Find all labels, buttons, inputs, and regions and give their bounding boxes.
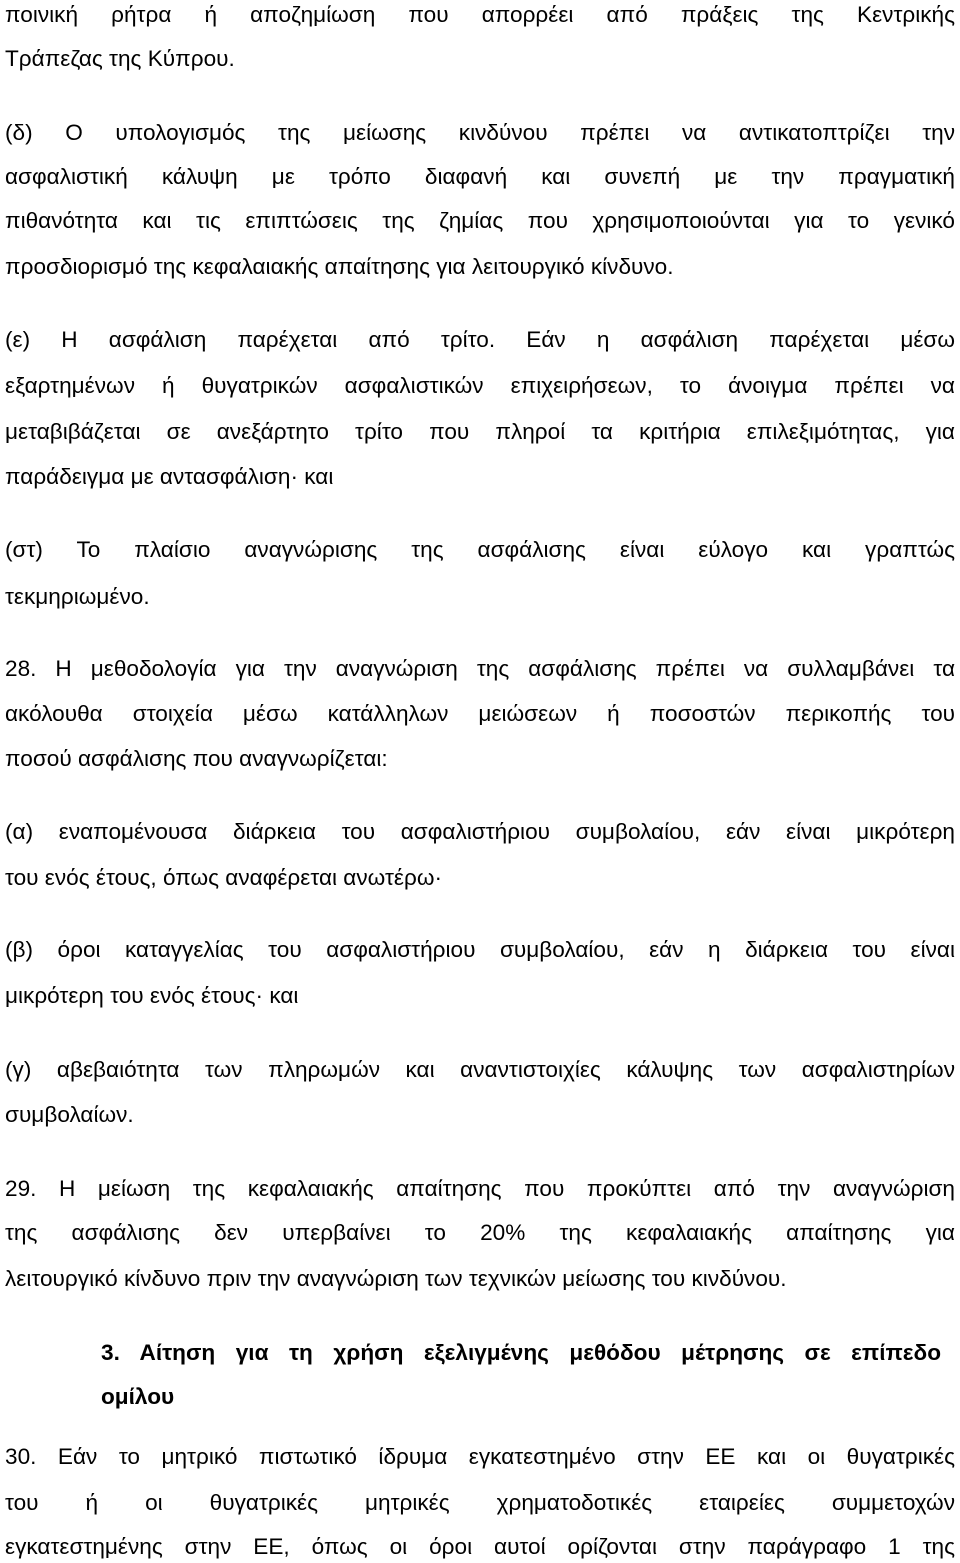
para-27e-line-2: εξαρτημένων ή θυγατρικών ασφαλιστικών επιχειρήσεων, το άνοιγμα πρέπει να: [5, 373, 955, 398]
para-27c-line-2: Τράπεζας της Κύπρου.: [5, 46, 235, 71]
para-30-line-3: εγκατεστημένης στην ΕΕ, όπως οι όροι αυτοί ορίζονται στην παράγραφο 1 της: [5, 1534, 955, 1559]
para-28c-line-2: συμβολαίων.: [5, 1102, 134, 1127]
para-27d-line-1: (δ) Ο υπολογισμός της μείωσης κινδύνου πρέπει να αντικατοπτρίζει την: [5, 120, 955, 145]
para-27e-line-4: παράδειγμα με αντασφάλιση· και: [5, 464, 334, 489]
para-27d-line-4: προσδιορισμό της κεφαλαιακής απαίτησης για λειτουργικό κίνδυνο.: [5, 254, 674, 279]
section-heading-line-1: 3. Αίτηση για τη χρήση εξελιγμένης μεθόδου μέτρησης σε επίπεδο: [101, 1340, 941, 1365]
para-28-line-1: 28. Η μεθοδολογία για την αναγνώριση της ασφάλισης πρέπει να συλλαμβάνει τα: [5, 656, 955, 681]
para-27c-line-1: ποινική ρήτρα ή αποζημίωση που απορρέει από πράξεις της Κεντρικής: [5, 2, 955, 27]
para-28-line-3: ποσού ασφάλισης που αναγνωρίζεται:: [5, 746, 388, 771]
para-27d-line-3: πιθανότητα και τις επιπτώσεις της ζημίας που χρησιμοποιούνται για το γενικό: [5, 208, 955, 233]
section-heading-line-2: ομίλου: [101, 1384, 175, 1409]
para-27d-line-2: ασφαλιστική κάλυψη με τρόπο διαφανή και συνεπή με την πραγματική: [5, 164, 955, 189]
para-28-line-2: ακόλουθα στοιχεία μέσω κατάλληλων μειώσεων ή ποσοστών περικοπής του: [5, 701, 955, 726]
para-29-line-1: 29. Η μείωση της κεφαλαιακής απαίτησης που προκύπτει από την αναγνώριση: [5, 1176, 955, 1201]
para-29-line-2: της ασφάλισης δεν υπερβαίνει το 20% της κεφαλαιακής απαίτησης για: [5, 1220, 955, 1245]
para-28b-line-2: μικρότερη του ενός έτους· και: [5, 983, 299, 1008]
para-28a-line-2: του ενός έτους, όπως αναφέρεται ανωτέρω·: [5, 865, 442, 890]
para-27f-line-2: τεκμηριωμένο.: [5, 584, 150, 609]
para-27f-line-1: (στ) Το πλαίσιο αναγνώρισης της ασφάλισης είναι εύλογο και γραπτώς: [5, 537, 955, 562]
para-27e-line-1: (ε) Η ασφάλιση παρέχεται από τρίτο. Εάν η ασφάλιση παρέχεται μέσω: [5, 327, 955, 352]
para-28c-line-1: (γ) αβεβαιότητα των πληρωμών και αναντιστοιχίες κάλυψης των ασφαλιστηρίων: [5, 1057, 955, 1082]
para-29-line-3: λειτουργικό κίνδυνο πριν την αναγνώριση των τεχνικών μείωσης του κινδύνου.: [5, 1266, 787, 1291]
para-27e-line-3: μεταβιβάζεται σε ανεξάρτητο τρίτο που πληροί τα κριτήρια επιλεξιμότητας, για: [5, 419, 955, 444]
para-30-line-1: 30. Εάν το μητρικό πιστωτικό ίδρυμα εγκατεστημένο στην ΕΕ και οι θυγατρικές: [5, 1444, 955, 1469]
para-30-line-2: του ή οι θυγατρικές μητρικές χρηματοδοτικές εταιρείες συμμετοχών: [5, 1490, 955, 1515]
para-28a-line-1: (α) εναπομένουσα διάρκεια του ασφαλιστήριου συμβολαίου, εάν είναι μικρότερη: [5, 819, 955, 844]
para-28b-line-1: (β) όροι καταγγελίας του ασφαλιστήριου συμβολαίου, εάν η διάρκεια του είναι: [5, 937, 955, 962]
